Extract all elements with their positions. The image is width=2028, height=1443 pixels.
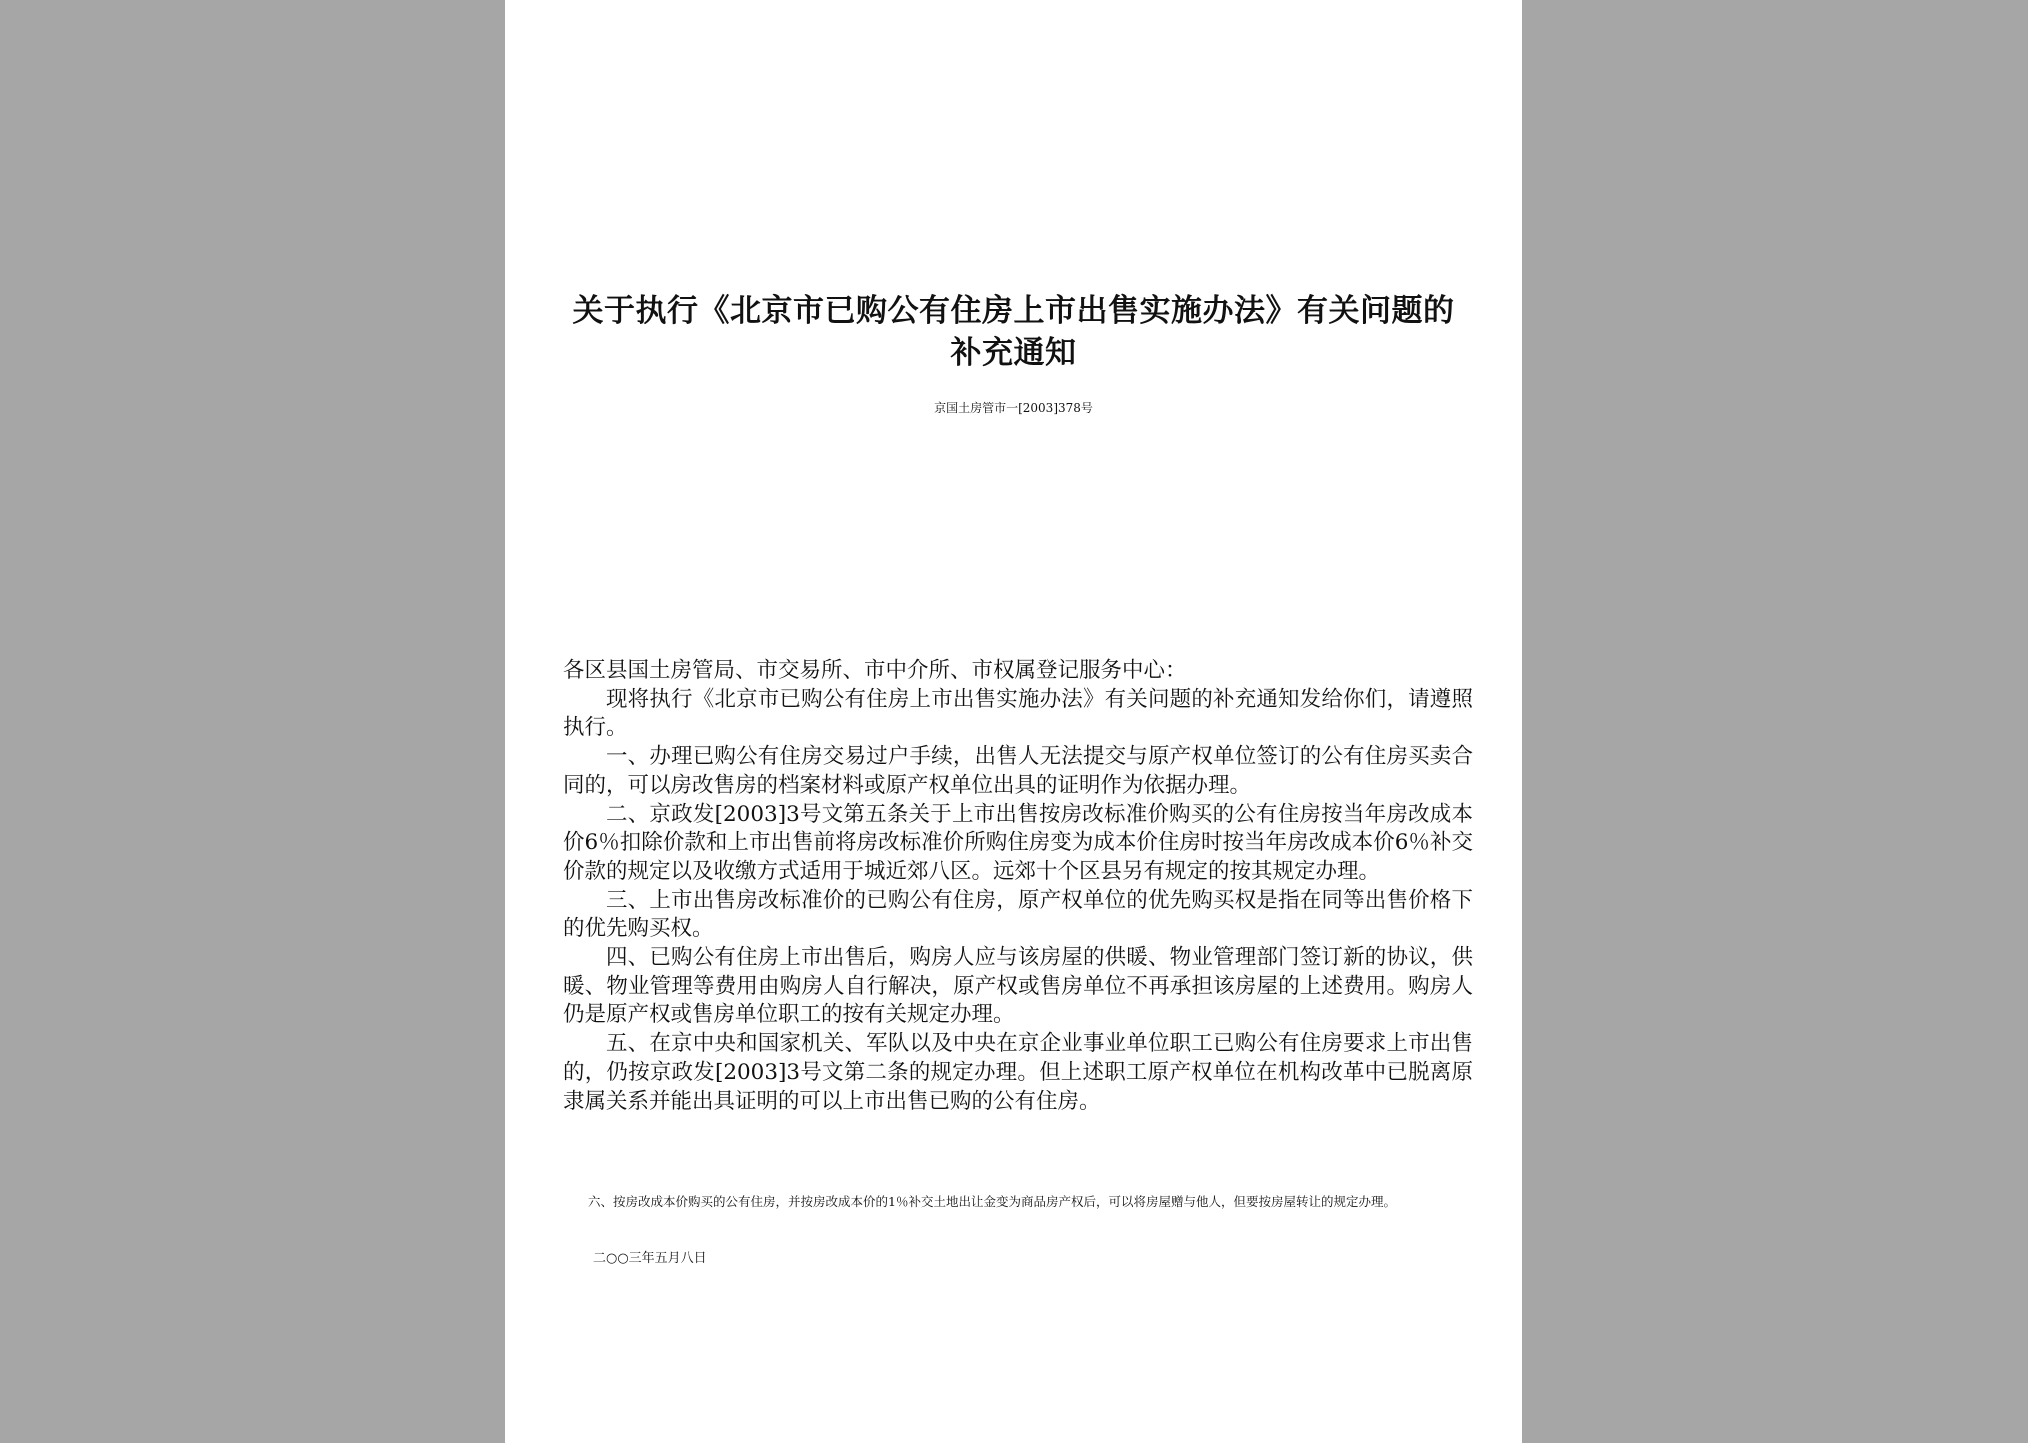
document-title: 关于执行《北京市已购公有住房上市出售实施办法》有关问题的补充通知 — [572, 293, 1455, 371]
item-1-paragraph: 一、办理已购公有住房交易过户手续，出售人无法提交与原产权单位签订的公有住房买卖合同的，可以房改售房的档案材料或原产权单位出具的证明作为依据办理。 — [563, 744, 1473, 798]
item-2-paragraph: 二、京政发[2003]3号文第五条关于上市出售按房改标准价购买的公有住房按当年房改成本价6％扣除价款和上市出售前将房改标准价所购住房变为成本价住房时按当年房改成本价6％补交价款的规定以及收缴方式适用于城近郊八区。远郊十个区县另有规定的按其规定办理。 — [563, 801, 1473, 884]
document-number: 京国土房管市一[2003]378号 — [934, 401, 1093, 415]
document-body — [563, 657, 1473, 1116]
addressee-line: 各区县国土房管局、市交易所、市中介所、市权属登记服务中心： — [563, 658, 1187, 683]
document-page — [505, 0, 1522, 1443]
item-4-paragraph: 四、已购公有住房上市出售后，购房人应与该房屋的供暖、物业管理部门签订新的协议，供暖、物业管理等费用由购房人自行解决，原产权或售房单位不再承担该房屋的上述费用。购房人仍是原产权或售房单位职工的按有关规定办理。 — [563, 945, 1473, 1028]
item-6-paragraph: 六、按房改成本价购买的公有住房，并按房改成本价的1％补交土地出让金变为商品房产权后，可以将房屋赠与他人，但要按房屋转让的规定办理。 — [588, 1194, 1396, 1209]
document-date: 二○○三年五月八日 — [593, 1251, 707, 1266]
item-5-paragraph: 五、在京中央和国家机关、军队以及中央在京企业事业单位职工已购公有住房要求上市出售的，仍按京政发[2003]3号文第二条的规定办理。但上述职工原产权单位在机构改革中已脱离原隶属关系并能出具证明的可以上市出售已购的公有住房。 — [563, 1031, 1473, 1114]
item-3-paragraph: 三、上市出售房改标准价的已购公有住房，原产权单位的优先购买权是指在同等出售价格下的优先购买权。 — [563, 887, 1473, 942]
intro-paragraph: 现将执行《北京市已购公有住房上市出售实施办法》有关问题的补充通知发给你们，请遵照执行。 — [563, 686, 1473, 741]
